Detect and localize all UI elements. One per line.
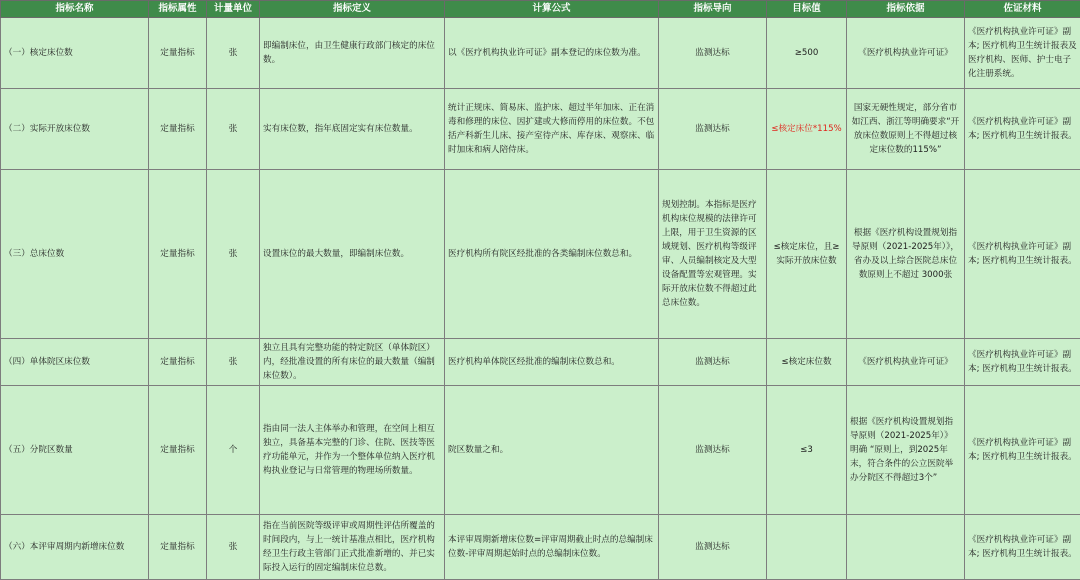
cell-evidence: 《医疗机构执业许可证》副本; 医疗机构卫生统计报表。 [965, 515, 1080, 580]
cell-evidence: 《医疗机构执业许可证》副本; 医疗机构卫生统计报表。 [965, 386, 1080, 515]
header-evidence: 佐证材料 [965, 1, 1080, 18]
cell-basis: 根据《医疗机构设置规划指导原则（2021-2025年）》明确 “原则上，到2025年末，符合条件的公立医院举办分院区不得超过3个” [847, 386, 965, 515]
table-row [1, 89, 1080, 170]
cell-definition: 实有床位数，指年底固定实有床位数量。 [260, 89, 445, 170]
cell-direction: 监测达标 [659, 386, 767, 515]
cell-formula: 院区数量之和。 [445, 386, 659, 515]
cell-evidence: 《医疗机构执业许可证》副本; 医疗机构卫生统计报表。 [965, 339, 1080, 386]
cell-name: （二）实际开放床位数 [1, 89, 149, 170]
cell-attr: 定量指标 [149, 339, 207, 386]
cell-direction: 规划控制。本指标是医疗机构床位规模的法律许可上限，用于卫生资源的区域规划、医疗机构等级评审、人员编制核定及大型设备配置等宏观管理。实际开放床位数不得超过此总床位数。 [659, 170, 767, 339]
header-indicator-attr: 指标属性 [149, 1, 207, 18]
header-target: 目标值 [767, 1, 847, 18]
cell-definition: 即编制床位，由卫生健康行政部门核定的床位数。 [260, 18, 445, 89]
header-row [1, 1, 1080, 18]
cell-definition: 指在当前医院等级评审或周期性评估所覆盖的时间段内，与上一统计基准点相比，医疗机构经卫生行政主管部门正式批准新增的、并已实际投入运行的固定编制床位总数。 [260, 515, 445, 580]
cell-unit: 张 [207, 339, 260, 386]
header-indicator-name: 指标名称 [1, 1, 149, 18]
cell-unit: 张 [207, 170, 260, 339]
table-row [1, 18, 1080, 89]
cell-target [767, 515, 847, 580]
header-formula: 计算公式 [445, 1, 659, 18]
cell-attr: 定量指标 [149, 170, 207, 339]
cell-evidence: 《医疗机构执业许可证》副本; 医疗机构卫生统计报表。 [965, 170, 1080, 339]
cell-basis: 《医疗机构执业许可证》 [847, 18, 965, 89]
cell-name: （一）核定床位数 [1, 18, 149, 89]
cell-formula: 医疗机构单体院区经批准的编制床位数总和。 [445, 339, 659, 386]
cell-direction: 监测达标 [659, 18, 767, 89]
cell-name: （四）单体院区床位数 [1, 339, 149, 386]
cell-target: ≥500 [767, 18, 847, 89]
cell-unit: 张 [207, 515, 260, 580]
cell-target: ≤核定床位数 [767, 339, 847, 386]
header-basis: 指标依据 [847, 1, 965, 18]
header-definition: 指标定义 [260, 1, 445, 18]
cell-unit: 张 [207, 89, 260, 170]
cell-target: ≤核定床位*115% [767, 89, 847, 170]
cell-formula: 以《医疗机构执业许可证》副本登记的床位数为准。 [445, 18, 659, 89]
cell-name: （五）分院区数量 [1, 386, 149, 515]
table-row [1, 339, 1080, 386]
cell-name: （三）总床位数 [1, 170, 149, 339]
cell-attr: 定量指标 [149, 18, 207, 89]
cell-unit: 张 [207, 18, 260, 89]
table-row [1, 386, 1080, 515]
table-row [1, 170, 1080, 339]
cell-direction: 监测达标 [659, 515, 767, 580]
cell-formula: 医疗机构所有院区经批准的各类编制床位数总和。 [445, 170, 659, 339]
cell-basis: 《医疗机构执业许可证》 [847, 339, 965, 386]
cell-attr: 定量指标 [149, 386, 207, 515]
header-direction: 指标导向 [659, 1, 767, 18]
header-unit: 计量单位 [207, 1, 260, 18]
cell-direction: 监测达标 [659, 89, 767, 170]
cell-formula: 统计正规床、简易床、监护床、超过半年加床、正在消毒和修理的床位、因扩建或大修而停用的床位数。不包括产科新生儿床、接产室待产床、库存床、观察床、临时加床和病人陪侍床。 [445, 89, 659, 170]
cell-definition: 独立且具有完整功能的特定院区（单体院区）内，经批准设置的所有床位的最大数量（编制床位数）。 [260, 339, 445, 386]
cell-attr: 定量指标 [149, 515, 207, 580]
cell-evidence: 《医疗机构执业许可证》副本; 医疗机构卫生统计报表。 [965, 89, 1080, 170]
cell-basis: 根据《医疗机构设置规划指导原则（2021-2025年）》，省办及以上综合医院总床位数原则上不超过 3000张 [847, 170, 965, 339]
cell-definition: 指由同一法人主体举办和管理，在空间上相互独立，具备基本完整的门诊、住院、医技等医疗功能单元，并作为一个整体单位纳入医疗机构执业登记与日常管理的物理场所数量。 [260, 386, 445, 515]
cell-target: ≤3 [767, 386, 847, 515]
cell-basis: 国家无硬性规定，部分省市如江西、浙江等明确要求“开放床位数原则上不得超过核定床位数的115%” [847, 89, 965, 170]
cell-unit: 个 [207, 386, 260, 515]
cell-definition: 设置床位的最大数量，即编制床位数。 [260, 170, 445, 339]
cell-formula: 本评审周期新增床位数=评审周期截止时点的总编制床位数-评审周期起始时点的总编制床位数。 [445, 515, 659, 580]
table-row [1, 515, 1080, 580]
cell-attr: 定量指标 [149, 89, 207, 170]
cell-evidence: 《医疗机构执业许可证》副本; 医疗机构卫生统计报表及医疗机构、医师、护士电子化注册系统。 [965, 18, 1080, 89]
cell-direction: 监测达标 [659, 339, 767, 386]
cell-name: （六）本评审周期内新增床位数 [1, 515, 149, 580]
cell-target: ≤核定床位，且≥实际开放床位数 [767, 170, 847, 339]
cell-basis [847, 515, 965, 580]
